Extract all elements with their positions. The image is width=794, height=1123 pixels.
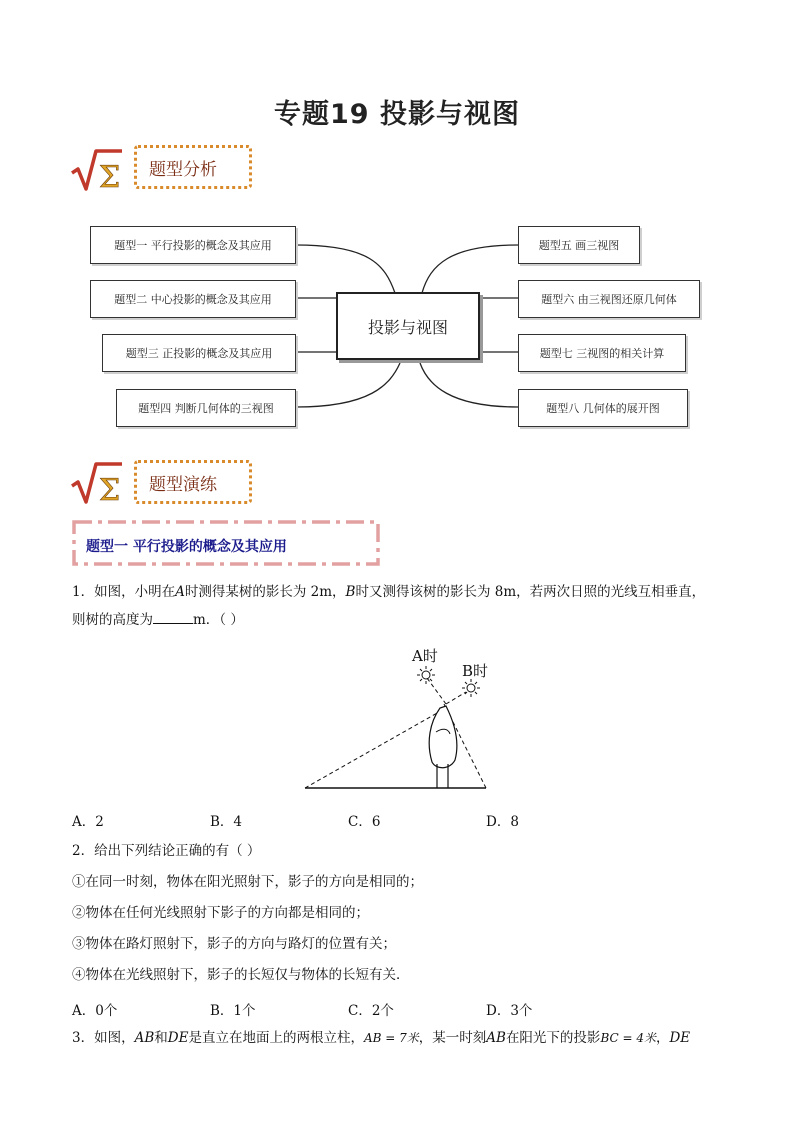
question-3-line1 [72,1027,752,1049]
section-exercise-box [134,460,252,504]
q1-var-a: A [175,584,185,600]
q3-eq-ab: AB = 7米 [363,1031,419,1045]
q3-text-a: 3．如图， [72,1030,135,1046]
q3-text-d: ，某一时刻 [418,1030,487,1046]
svg-text:Σ: Σ [99,160,121,195]
q3-text-f: ， [655,1030,670,1046]
question-2-stem: 2．给出下列结论正确的有（ ） [72,843,261,859]
sun-icon [417,666,435,684]
svg-text:Σ: Σ [99,473,121,508]
question-1-line2 [72,609,244,631]
q3-text-c: 是直立在地面上的两根立柱， [188,1030,364,1046]
mindmap-center: 投影与视图 [336,292,480,360]
q1-var-b: B [345,584,356,600]
mindmap-item-type5: 题型五 画三视图 [518,226,640,264]
type1-heading: 题型一 平行投影的概念及其应用 [86,539,287,555]
section-analysis-box [134,145,252,189]
answer-blank[interactable] [153,610,193,624]
question-1-line1 [72,581,732,603]
q2-item-3: ③物体在路灯照射下，影子的方向与路灯的位置有关； [72,936,396,952]
mindmap-item-type1: 题型一 平行投影的概念及其应用 [90,226,296,264]
q3-var-ab2: AB [486,1030,506,1046]
section-analysis-label: 题型分析 [149,159,217,180]
mindmap-item-type4: 题型四 判断几何体的三视图 [116,389,296,427]
figure-label-b: B时 [462,662,489,680]
sqrt-sigma-icon [68,145,124,195]
q1-text-c: 时又测得该树的影长为 8m，若两次日照的光线互相垂直， [355,584,706,600]
q1-text-b: 时测得某树的影长为 2m， [184,584,346,600]
q3-var-de2: DE [669,1030,691,1046]
q1-option-a[interactable]: A．2 [72,814,104,830]
section-exercise-label: 题型演练 [149,474,217,495]
q3-var-de: DE [167,1030,189,1046]
q3-var-ab: AB [134,1030,155,1046]
sqrt-sigma-icon [68,458,124,508]
q2-option-c[interactable]: C．2个 [348,1003,394,1019]
page-title: 专题19 投影与视图 [274,99,520,130]
q2-item-1: ①在同一时刻，物体在阳光照射下，影子的方向是相同的； [72,874,423,890]
q3-eq-bc: BC = 4米 [600,1031,656,1045]
q2-option-b[interactable]: B．1个 [210,1003,256,1019]
q1-line2-a: 则树的高度为 [72,612,153,628]
q1-text-a: 1．如图，小明在 [72,584,176,600]
mindmap-item-type8: 题型八 几何体的展开图 [518,389,688,427]
mindmap-item-type7: 题型七 三视图的相关计算 [518,334,686,372]
q1-option-b[interactable]: B．4 [210,814,243,830]
q1-option-c[interactable]: C．6 [348,814,381,830]
mindmap-item-type3: 题型三 正投影的概念及其应用 [102,334,296,372]
q3-text-e: 在阳光下的投影 [505,1030,601,1046]
q3-text-b: 和 [154,1030,168,1046]
sun-icon [462,679,480,697]
q2-option-a[interactable]: A．0个 [72,1003,118,1019]
q2-item-2: ②物体在任何光线照射下影子的方向都是相同的； [72,905,369,921]
mindmap-item-type6: 题型六 由三视图还原几何体 [518,280,700,318]
q2-item-4: ④物体在光线照射下，影子的长短仅与物体的长短有关． [72,967,410,983]
mindmap-item-type2: 题型二 中心投影的概念及其应用 [90,280,296,318]
q1-option-d[interactable]: D．8 [486,814,519,830]
figure-label-a: A时 [412,647,438,665]
q2-option-d[interactable]: D．3个 [486,1003,533,1019]
q1-line2-b: m．（ ） [193,612,244,628]
